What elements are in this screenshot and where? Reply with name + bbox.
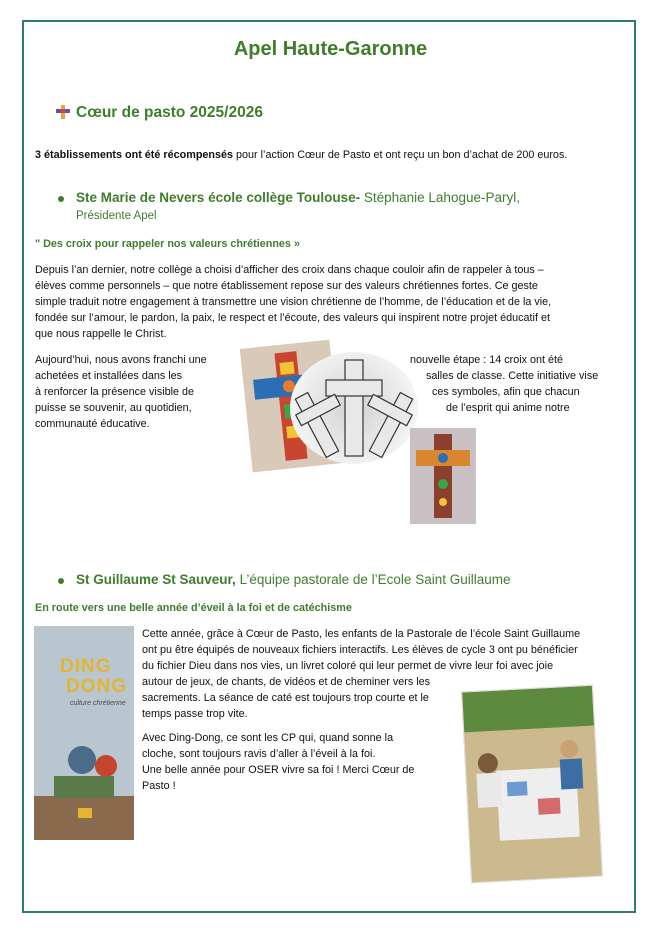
text-line: achetées et installées dans les <box>35 370 183 382</box>
school1-paragraph2-right <box>410 352 630 416</box>
text-line: ont pu être équipés de nouveaux fichiers interactifs. Les élèves de cycle 3 ont pu bénéficier <box>142 644 578 656</box>
school1-paragraph2-left <box>35 352 245 432</box>
school1-quote: " Des croix pour rappeler nos valeurs chrétiennes » <box>35 238 300 250</box>
text-line: salles de classe. Cette initiative vise <box>426 370 599 382</box>
text-line: Aujourd’hui, nous avons franchi une <box>35 354 207 366</box>
text-line: autour de jeux, de chants, de vidéos et de cheminer vers les <box>142 676 431 688</box>
school2-heading <box>76 572 636 587</box>
section-title: Cœur de pasto 2025/2026 <box>76 104 263 121</box>
book-subtitle: culture chrétienne <box>70 700 126 707</box>
bullet-icon <box>58 196 64 202</box>
school2-subtitle: En route vers une belle année d’éveil à la foi et de catéchisme <box>35 602 352 614</box>
school1-role: Présidente Apel <box>76 210 157 222</box>
book-title-line2: DONG <box>66 676 127 697</box>
school1-name: Ste Marie de Nevers école collège Toulouse- <box>76 190 361 205</box>
text-line: simple traduit notre engagement à transmettre une vision chrétienne de l’homme, de l’éducation et de la vie, <box>35 296 552 308</box>
school2-paragraph2 <box>142 730 462 794</box>
school1-contact: Stéphanie Lahogue-Paryl, <box>360 190 520 205</box>
school1-paragraph <box>35 262 635 342</box>
intro-rest: pour l’action Cœur de Pasto et ont reçu un bon d’achat de 200 euros. <box>233 149 568 161</box>
intro-paragraph <box>35 147 635 163</box>
school1-heading <box>76 190 636 205</box>
text-line: communauté éducative. <box>35 418 150 430</box>
text-line: de l’esprit qui anime notre <box>446 402 570 414</box>
text-line: Cette année, grâce à Cœur de Pasto, les enfants de la Pastorale de l’école Saint Guillaume <box>142 628 581 640</box>
text-line: élèves comme personnels – que notre établissement repose sur des valeurs chrétiennes fortes. Ce geste <box>35 280 538 292</box>
photo-painted-cross <box>410 428 476 524</box>
photo-book-cover <box>34 626 134 840</box>
text-line: temps passe trop vite. <box>142 708 248 720</box>
text-line: puisse se souvenir, au quotidien, <box>35 402 192 414</box>
text-line: nouvelle étape : 14 croix ont été <box>410 354 564 366</box>
text-line: Pasto ! <box>142 780 176 792</box>
text-line: que nous rappelle le Christ. <box>35 328 167 340</box>
school2-contact: L’équipe pastorale de l’Ecole Saint Guillaume <box>235 572 511 587</box>
cross-icon <box>55 104 71 120</box>
photo-white-crosses <box>290 352 418 464</box>
text-line: ces symboles, afin que chacun <box>432 386 580 398</box>
text-line: fondée sur l’amour, le pardon, la paix, le respect et l’écoute, des valeurs qui inspirent notre projet éducatif et <box>35 312 550 324</box>
intro-bold: 3 établissements ont été récompensés <box>35 149 234 161</box>
text-line: cloche, sont toujours ravis d’aller à l’éveil à la foi. <box>142 748 376 760</box>
text-line: du fichier Dieu dans nos vies, un livret coloré qui leur permet de vivre leur foi avec joie <box>142 660 554 672</box>
text-line: à renforcer la présence visible de <box>35 386 195 398</box>
text-line: Une belle année pour OSER vivre sa foi ! Merci Cœur de <box>142 764 415 776</box>
bullet-icon <box>58 578 64 584</box>
text-line: sacrements. La séance de caté est toujours trop courte et le <box>142 692 429 704</box>
photo-classroom <box>461 685 603 884</box>
text-line: Depuis l’an dernier, notre collège a choisi d’afficher des croix dans chaque couloir afin de rappeler à tous – <box>35 264 544 276</box>
book-title-line1: DING <box>60 656 112 677</box>
page-title: Apel Haute-Garonne <box>233 38 428 60</box>
school2-name: St Guillaume St Sauveur, <box>76 572 236 587</box>
text-line: Avec Ding-Dong, ce sont les CP qui, quand sonne la <box>142 732 394 744</box>
